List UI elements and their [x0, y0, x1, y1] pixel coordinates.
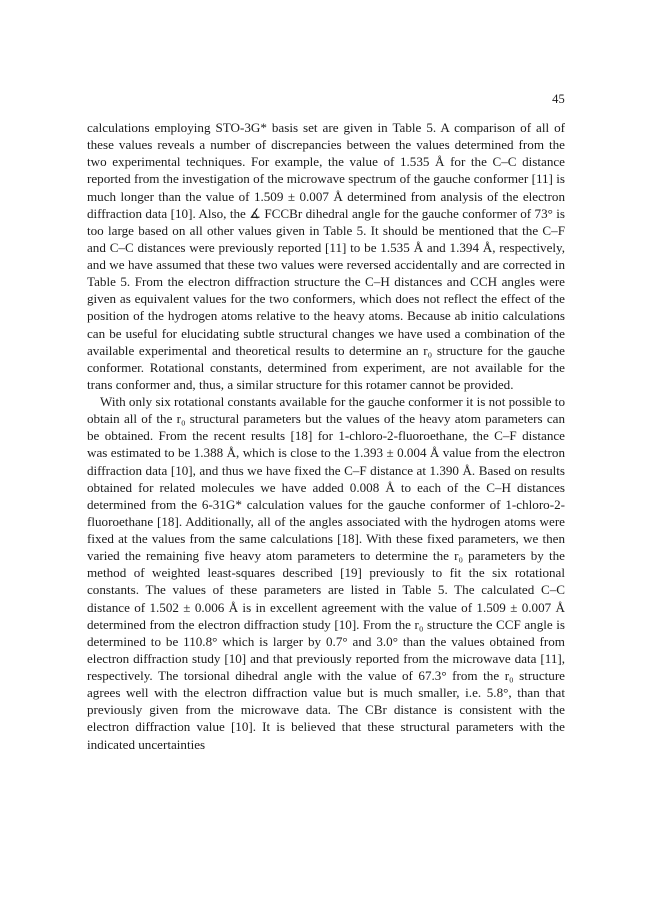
body-text [87, 119, 565, 753]
paragraph-1: calculations employing STO-3G* basis set are given in Table 5. A comparison of all of these values reveals a number of discrepancies between the values determined from the two experimental techniques. For example, the value of 1.535 Å for the C–C distance reported from the investigation of the microwave spectrum of the gauche conformer [11] is much longer than the value of 1.509 ± 0.007 Å determined from analysis of the electron diffraction data [10]. Also, the ∡ FCCBr dihedral angle for the gauche conformer of 73° is too large based on all other values given in Table 5. It should be mentioned that the C–F and C–C distances were previously reported [11] to be 1.535 Å and 1.394 Å, respectively, and we have assumed that these two values were reversed accidentally and are corrected in Table 5. From the electron diffraction structure the C–H distances and CCH angles were given as equivalent values for the two conformers, which does not reflect the effect of the position of the hydrogen atoms relative to the heavy atoms. Because ab initio calculations can be useful for elucidating subtle structural changes we have used a combination of the available experimental and theoretical results to determine an r₀ structure for the gauche conformer. Rotational constants, determined from experiment, are not available for the trans conformer and, thus, a similar structure for this rotamer cannot be provided. [87, 120, 565, 392]
paragraph-2: With only six rotational constants available for the gauche conformer it is not possible to obtain all of the r₀ structural parameters but the values of the heavy atom parameters can be obtained. From the recent results [18] for 1-chloro-2-fluoroethane, the C–F distance was estimated to be 1.388 Å, which is close to the 1.393 ± 0.004 Å value from the electron diffraction data [10], and thus we have fixed the C–F distance at 1.390 Å. Based on results obtained for related molecules we have added 0.008 Å to each of the C–H distances determined from the 6-31G* calculation values for the gauche conformer of 1-chloro-2-fluoroethane [18]. Additionally, all of the angles associated with the hydrogen atoms were fixed at the values from the same calculations [18]. With these fixed parameters, we then varied the remaining five heavy atom parameters to determine the r₀ parameters by the method of weighted least-squares described [19] previously to fit the six rotational constants. The values of these parameters are listed in Table 5. The calculated C–C distance of 1.502 ± 0.006 Å is in excellent agreement with the value of 1.509 ± 0.007 Å determined from the electron diffraction study [10]. From the r₀ structure the CCF angle is determined to be 110.8° which is larger by 0.7° and 3.0° than the values obtained from electron diffraction study [10] and that previously reported from the microwave data [11], respectively. The torsional dihedral angle with the value of 67.3° from the r₀ structure agrees well with the electron diffraction value but is much smaller, i.e. 5.8°, than that previously given from the microwave data. The CBr distance is consistent with the electron diffraction value [10]. It is believed that these structural parameters with the indicated uncertainties [87, 394, 565, 752]
page-number: 45 [552, 92, 565, 106]
